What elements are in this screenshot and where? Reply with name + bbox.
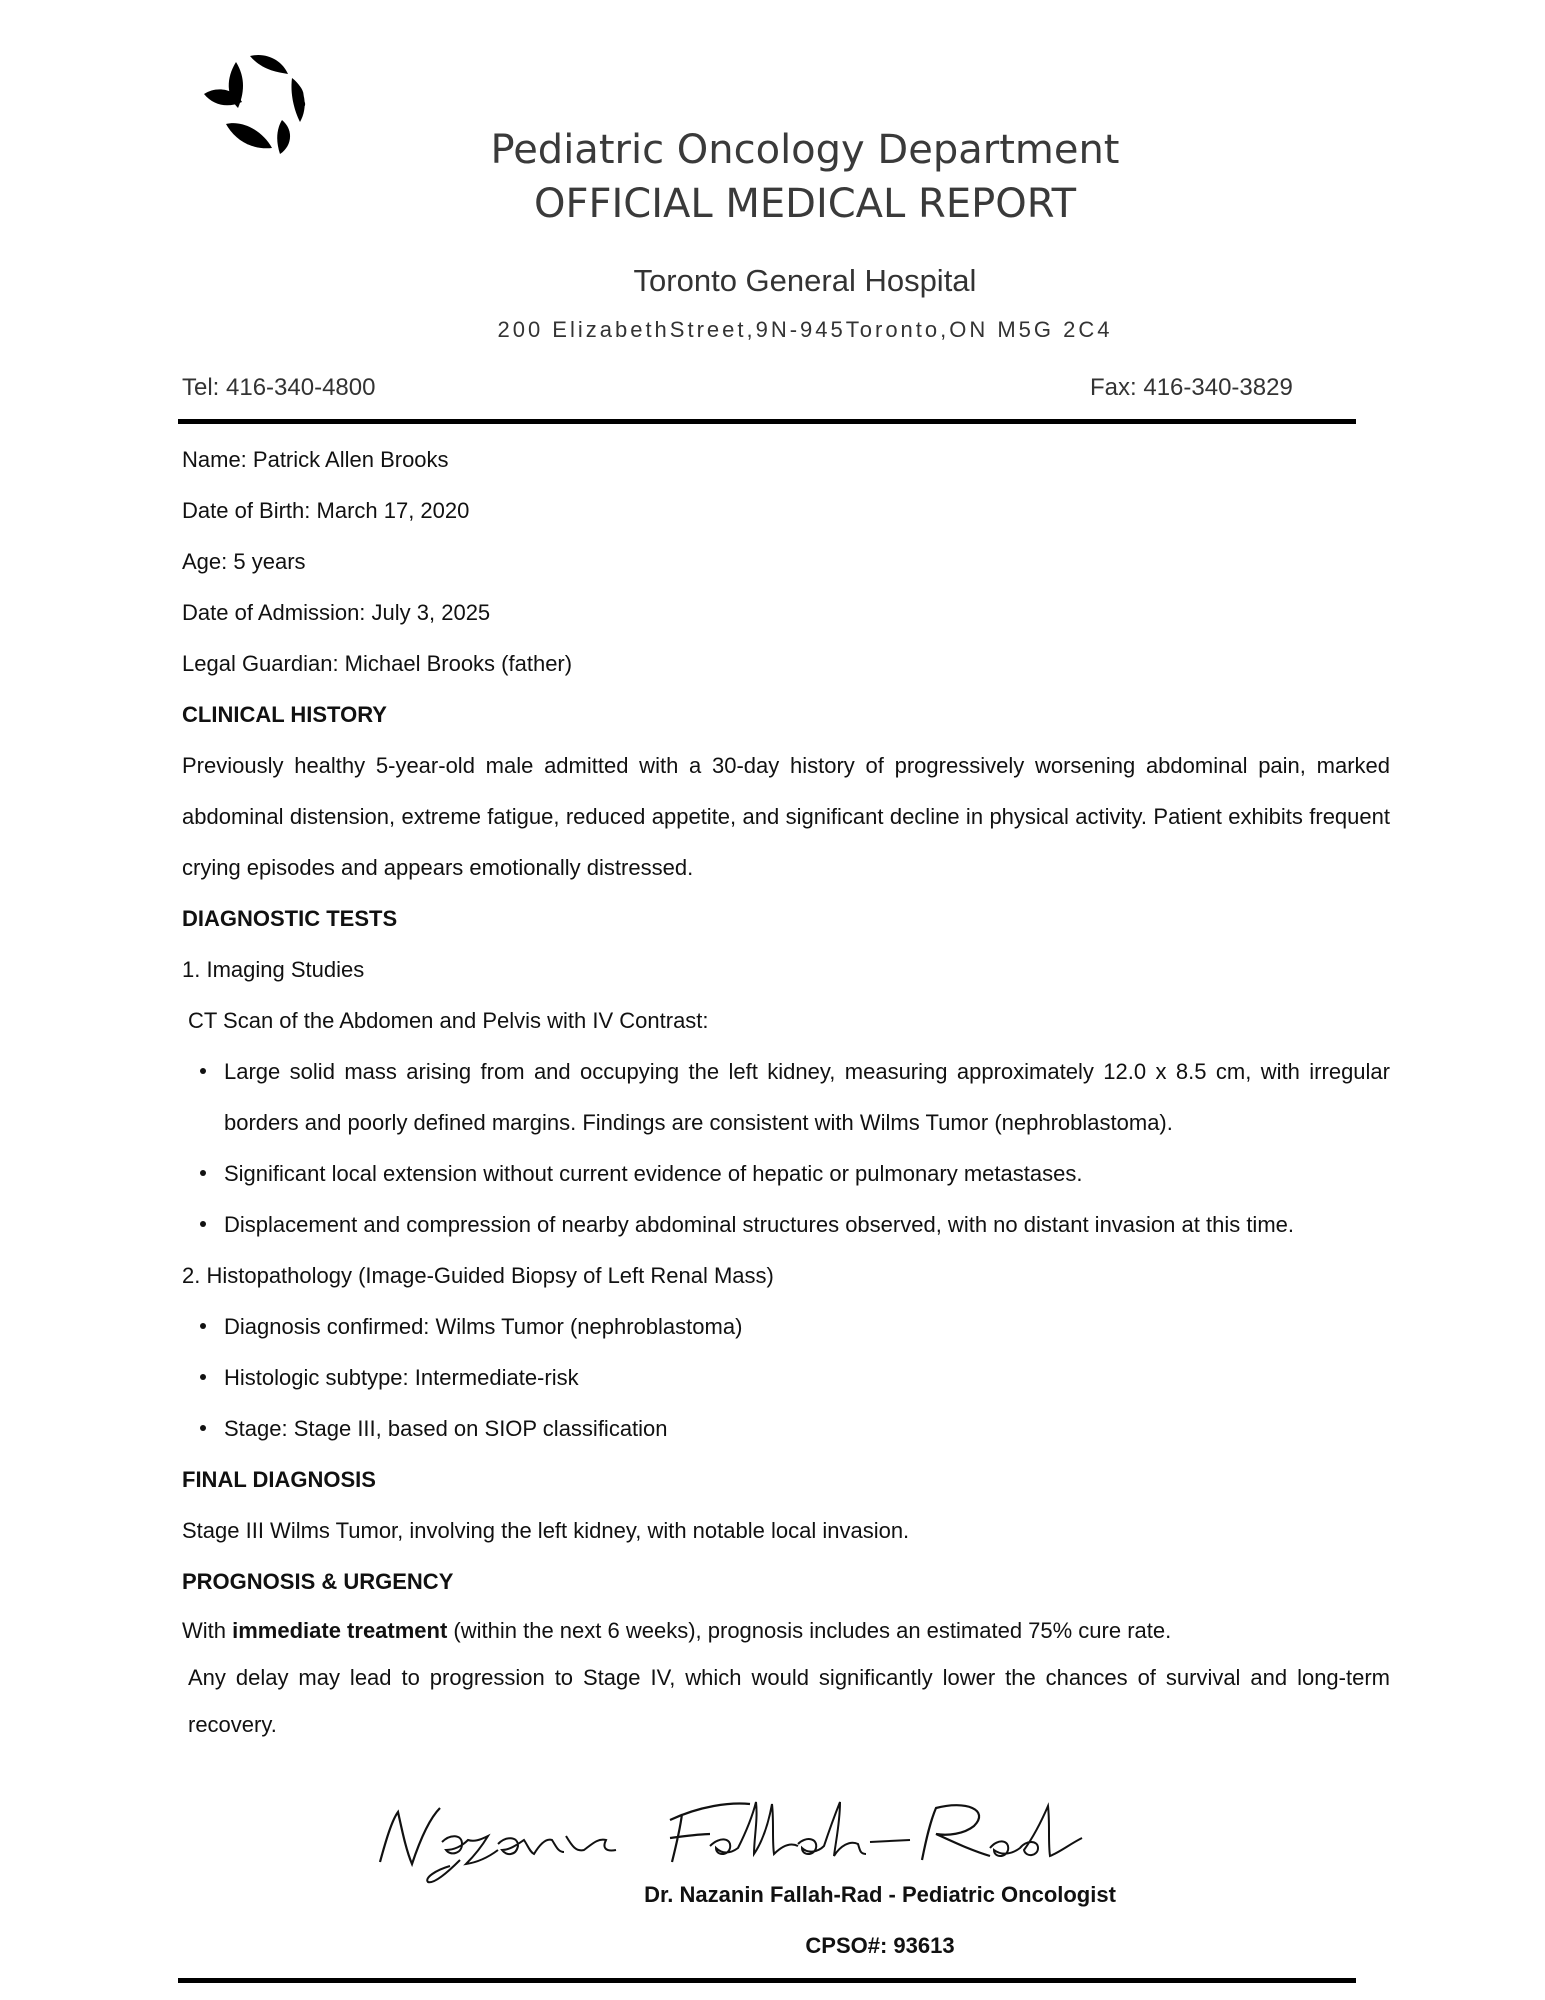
prognosis-prefix: With <box>182 1618 233 1643</box>
hospital-name: Toronto General Hospital <box>633 263 977 298</box>
bullet-icon <box>200 1221 206 1227</box>
prognosis-heading: PROGNOSIS & URGENCY <box>182 1569 454 1594</box>
list-item <box>182 1148 1390 1199</box>
legal-guardian: Legal Guardian: Michael Brooks (father) <box>182 651 573 676</box>
list-item <box>182 1301 1390 1352</box>
list-item <box>182 1199 1390 1250</box>
footer-divider <box>178 1978 1356 1983</box>
histo-findings-list <box>182 1301 1390 1454</box>
doctor-name: Dr. Nazanin Fallah-Rad - Pediatric Oncologist <box>644 1882 1116 1907</box>
clinical-history-text: Previously healthy 5-year-old male admitted with a 30-day history of progressively worsening abdominal pain, marked abdominal distension, extreme fatigue, reduced appetite, and significant decline in physical activity. Patient exhibits frequent crying episodes and appears emotionally distressed. <box>182 753 1390 880</box>
ct-finding-text: Significant local extension without current evidence of hepatic or pulmonary metastases. <box>224 1161 1083 1186</box>
ct-findings-list <box>182 1046 1390 1250</box>
prognosis-emphasis: immediate treatment <box>232 1618 448 1643</box>
ct-finding-text: Displacement and compression of nearby abdominal structures observed, with no distant invasion at this time. <box>224 1212 1294 1237</box>
patient-dob: Date of Birth: March 17, 2020 <box>182 498 470 523</box>
bullet-icon <box>200 1323 206 1329</box>
histo-finding-text: Stage: Stage III, based on SIOP classification <box>224 1416 668 1441</box>
ct-scan-title: CT Scan of the Abdomen and Pelvis with IV Contrast: <box>188 1008 709 1033</box>
report-title: OFFICIAL MEDICAL REPORT <box>533 181 1077 227</box>
list-item <box>182 1046 1390 1148</box>
clinical-history-heading: CLINICAL HISTORY <box>182 702 387 727</box>
final-diagnosis-text: Stage III Wilms Tumor, involving the left kidney, with notable local invasion. <box>182 1518 910 1543</box>
patient-name: Name: Patrick Allen Brooks <box>182 447 449 472</box>
diagnostic-tests-heading: DIAGNOSTIC TESTS <box>182 906 398 931</box>
list-item <box>182 1403 1390 1454</box>
final-diagnosis-heading: FINAL DIAGNOSIS <box>182 1467 376 1492</box>
histo-finding-text: Histologic subtype: Intermediate-risk <box>224 1365 579 1390</box>
hospital-address: 200 ElizabethStreet,9N-945Toronto,ON M5G 2C4 <box>497 317 1113 342</box>
fax-number: Fax: 416-340-3829 <box>1090 374 1293 401</box>
ct-finding-text: Large solid mass arising from and occupying the left kidney, measuring approximately 12.0 x 8.5 cm, with irregular borders and poorly defined margins. Findings are consistent with Wilms Tumor (nephroblastoma). <box>224 1059 1390 1135</box>
histopathology-title: 2. Histopathology (Image-Guided Biopsy of Left Renal Mass) <box>182 1263 774 1288</box>
prognosis-line-2: Any delay may lead to progression to Stage IV, which would significantly lower the chances of survival and long-term recovery. <box>188 1665 1390 1737</box>
list-item <box>182 1352 1390 1403</box>
bullet-icon <box>200 1425 206 1431</box>
histo-finding-text: Diagnosis confirmed: Wilms Tumor (nephroblastoma) <box>224 1314 743 1339</box>
prognosis-suffix: (within the next 6 weeks), prognosis includes an estimated 75% cure rate. <box>447 1618 1172 1643</box>
header-divider <box>178 419 1356 424</box>
bullet-icon <box>200 1068 206 1074</box>
telephone-number: Tel: 416-340-4800 <box>182 374 376 401</box>
handwritten-signature <box>370 1780 1130 1890</box>
report-body <box>182 434 1390 1748</box>
bullet-icon <box>200 1170 206 1176</box>
patient-age: Age: 5 years <box>182 549 306 574</box>
department-title: Pediatric Oncology Department <box>490 127 1120 173</box>
imaging-studies-title: 1. Imaging Studies <box>182 957 365 982</box>
admission-date: Date of Admission: July 3, 2025 <box>182 600 491 625</box>
bullet-icon <box>200 1374 206 1380</box>
cpso-number: CPSO#: 93613 <box>805 1933 955 1958</box>
prognosis-line-1 <box>182 1607 1390 1654</box>
